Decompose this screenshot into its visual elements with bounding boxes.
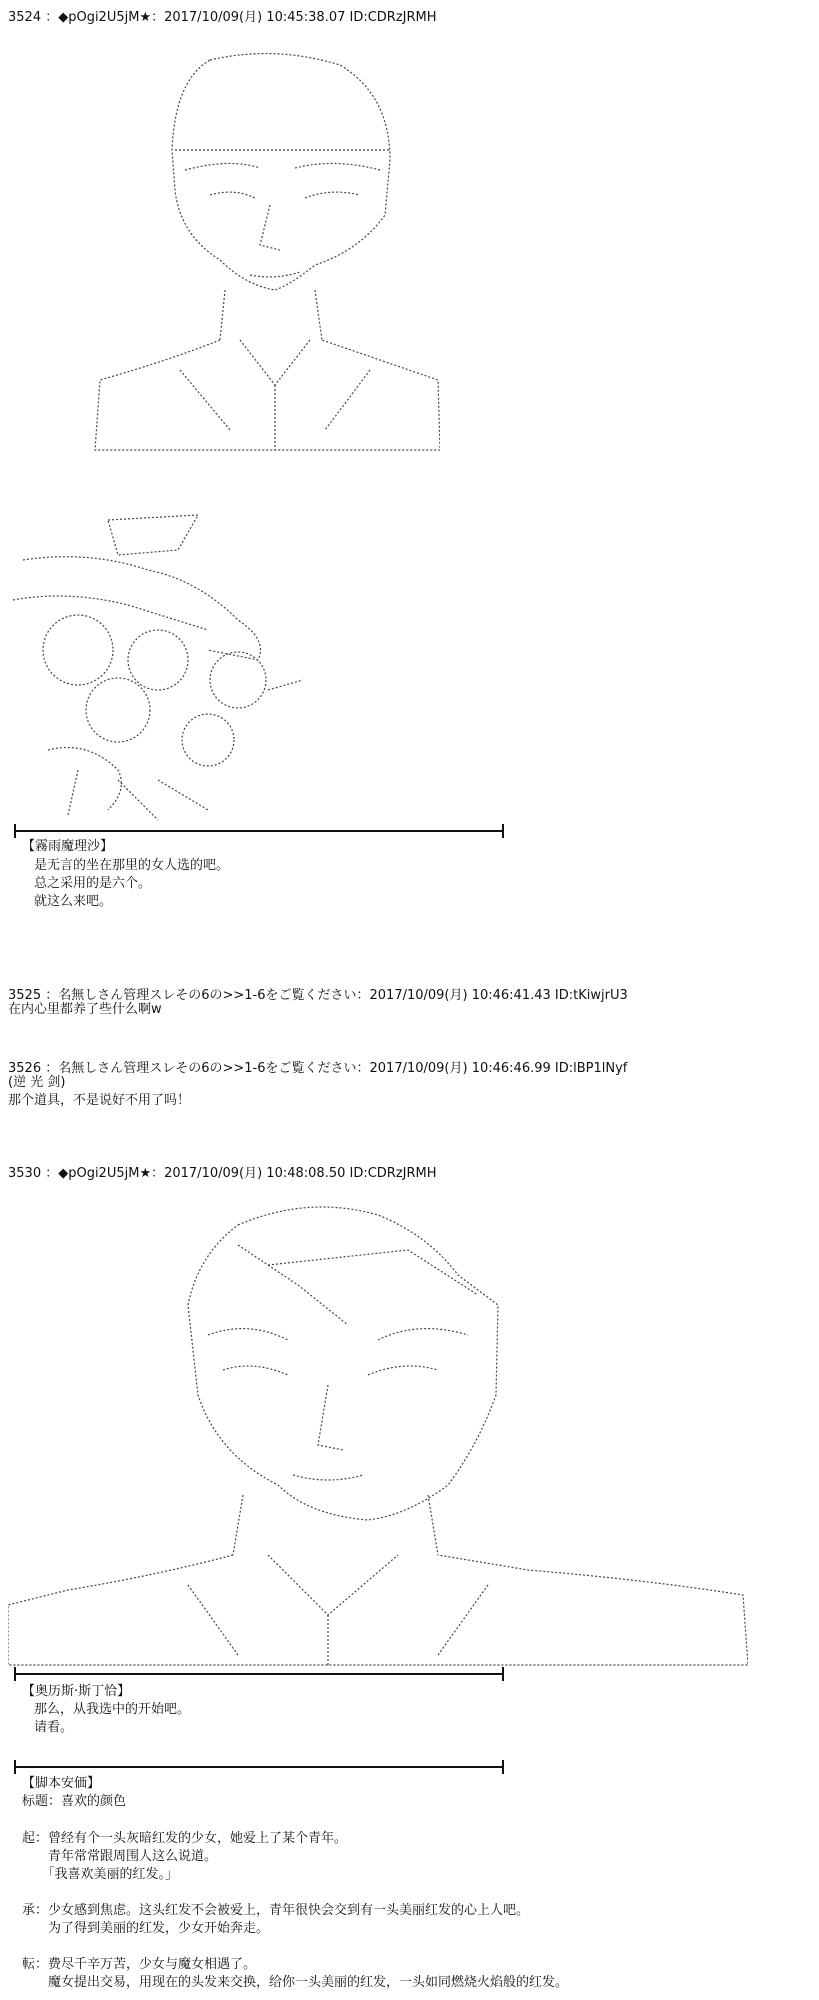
dialogue-line: 请看。 [34,1720,74,1735]
ascii-art-bouquet [8,510,318,825]
ascii-art-man-face [8,1195,748,1670]
divider-line [14,1766,504,1768]
speaker-name: 【霧雨魔理沙】 [22,839,114,854]
script-line: 青年常常跟周围人这么说道。 [22,1849,218,1864]
script-title: 标题：喜欢的颜色 [22,1794,127,1809]
divider-line [14,1673,504,1675]
divider-tick [14,1760,16,1774]
speaker-name: 【奥历斯·斯丁恰】 [22,1684,131,1699]
divider-tick [502,1667,504,1681]
script-line: 承：少女感到焦虑。这头红发不会被爱上，青年很快会交到有一头美丽红发的心上人吧。 [22,1903,530,1918]
script-speaker: 【脚本安価】 [22,1776,101,1791]
script-line: 起：曾经有个一头灰暗红发的少女，她爱上了某个青年。 [22,1831,348,1846]
dialogue-line: 总之采用的是六个。 [34,876,152,891]
divider-tick [502,1760,504,1774]
reply-line: 在内心里都养了些什么啊w [8,1002,162,1017]
post-header-3525: 3525 ：名無しさん管理スレその6の>>1-6をご覧ください：2017/10/09(月) 10:46:41.43 ID:tKiwjrU3 [8,988,628,1003]
post-header-3530: 3530 ：◆pOgi2U5jM★：2017/10/09(月) 10:48:08.50 ID:CDRzJRMH [8,1166,437,1181]
ascii-art-man-suit [60,40,440,470]
divider-tick [502,824,504,838]
script-line: 転：费尽千辛万苦，少女与魔女相遇了。 [22,1957,257,1972]
script-line: 魔女提出交易，用现在的头发来交换，给你一头美丽的红发，一头如同燃烧火焰般的红发。 [22,1975,569,1990]
script-line: 为了得到美丽的红发，少女开始奔走。 [22,1921,270,1936]
divider-tick [14,1667,16,1681]
dialogue-line: 就这么来吧。 [34,894,113,909]
divider-line [14,830,504,832]
post-header-3524: 3524 ：◆pOgi2U5jM★：2017/10/09(月) 10:45:38.07 ID:CDRzJRMH [8,10,437,25]
dialogue-line: 是无言的坐在那里的女人选的吧。 [34,858,230,873]
reply-line: (逆 光 剑) [8,1075,66,1090]
divider-tick [14,824,16,838]
script-line: 「我喜欢美丽的红发。」 [22,1867,179,1882]
reply-line: 那个道具，不是说好不用了吗！ [8,1093,191,1108]
dialogue-line: 那么，从我选中的开始吧。 [34,1702,191,1717]
post-header-3526: 3526 ：名無しさん管理スレその6の>>1-6をご覧ください：2017/10/09(月) 10:46:46.99 ID:lBP1lNyf [8,1061,628,1076]
